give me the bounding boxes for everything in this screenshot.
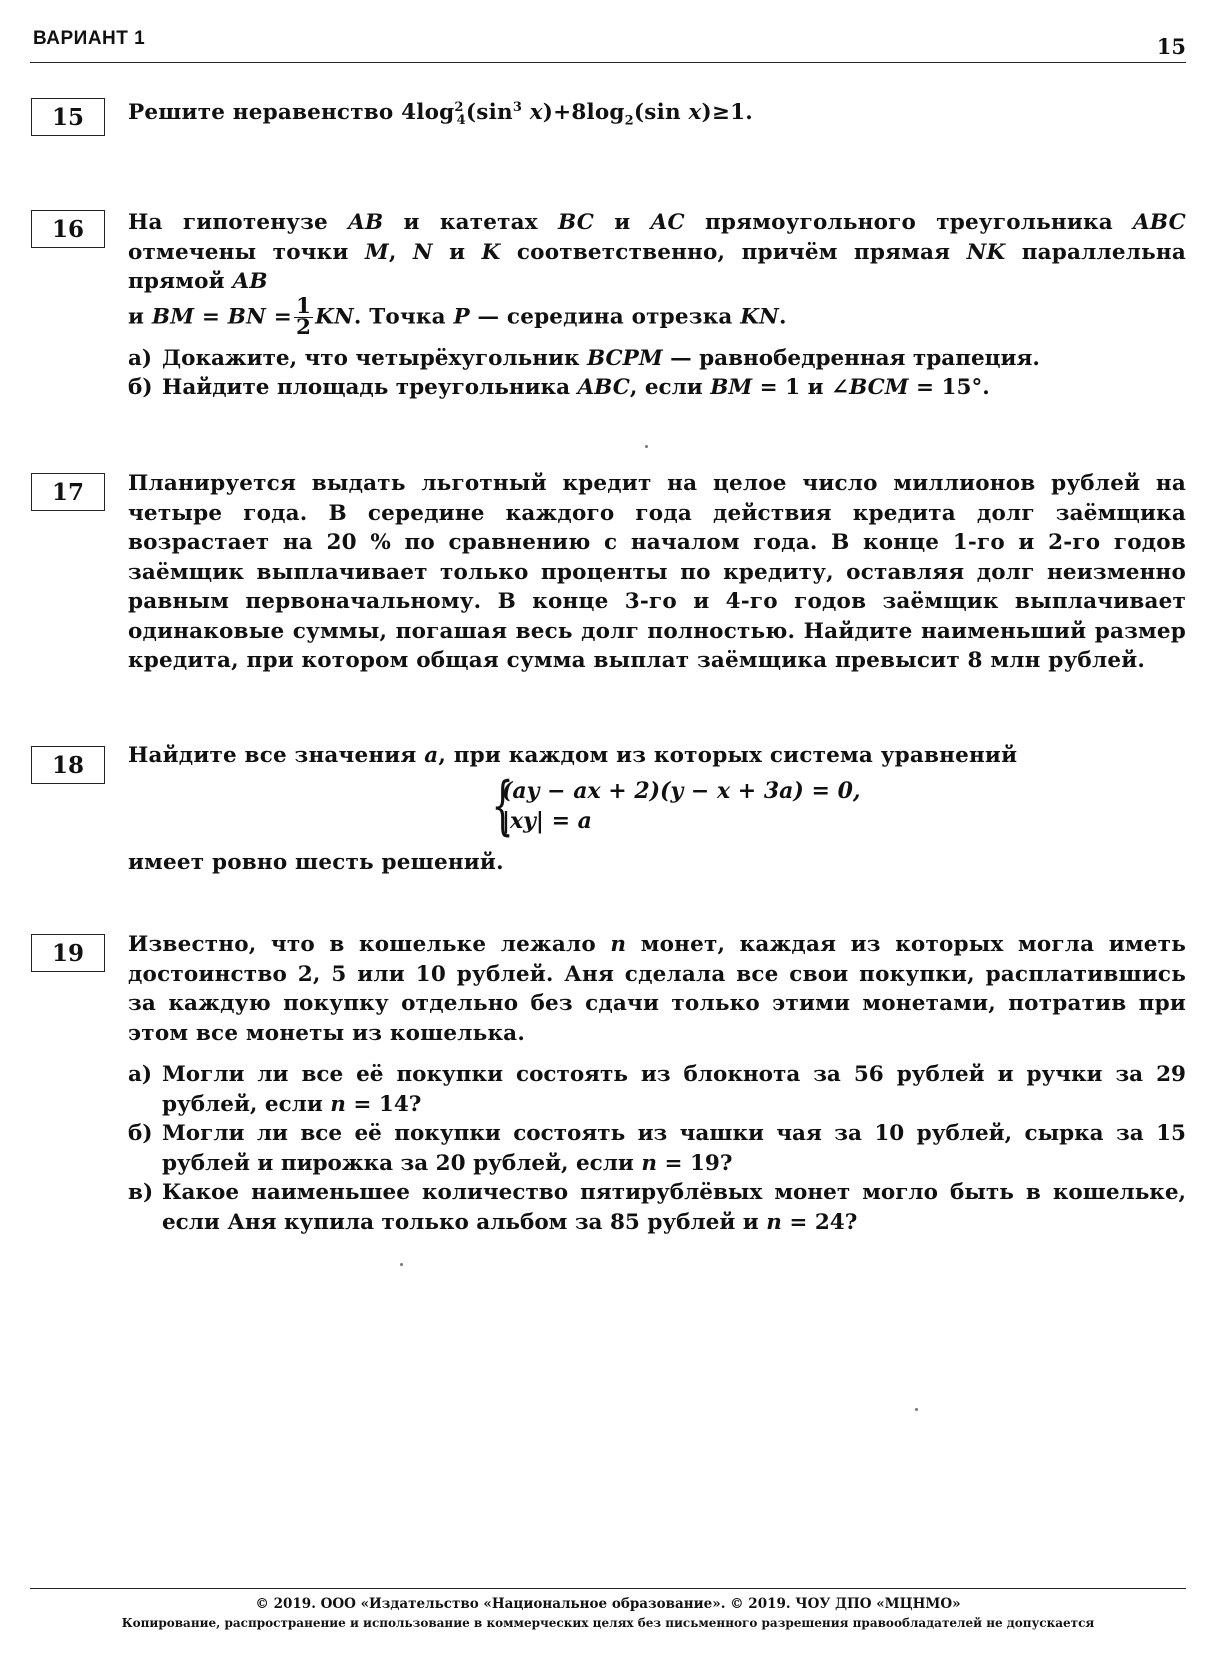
task-16-part-a: а) Докажите, что четырёхугольник BCPM — равнобедренная трапеция.	[128, 346, 1040, 371]
fraction-one-half: $\frac{1}{2}$	[295, 293, 312, 340]
task-16-text: На гипотенузе AB и катетах BC и AC прямоугольного треугольника ABC отмечены точки M, N и K соответственно, причём прямая NK параллельна прямой AB и BM = BN = $\frac{1}{2}$ KN. Точка P — середина отрезка KN.	[128, 210, 1186, 340]
brace-symbol: {	[491, 769, 514, 843]
scan-speck	[915, 1408, 918, 1411]
copyright-line: © 2019. ООО «Издательство «Национальное образование». © 2019. ЧОУ ДПО «МЦНМО»	[255, 1596, 961, 1612]
task-number-15: 15	[31, 98, 105, 136]
variant-label: ВАРИАНТ 1	[33, 28, 146, 49]
task-18-tail: имеет ровно шесть решений.	[128, 850, 504, 875]
task-number-16: 16	[31, 210, 105, 248]
equation-2: |xy| = a	[502, 808, 592, 834]
task-19-part-c: в) Какое наименьшее количество пятирублёвых монет могло быть в кошельке, если Аня купила только альбом за 85 рублей и n = 24?	[128, 1180, 1186, 1235]
task-17-text: Планируется выдать льготный кредит на целое число миллионов рублей на четыре года. В середине каждого года действия кредита долг заёмщика возрастает на 20 % по сравнению с началом года. В конце 1-го и 2-го годов заёмщик выплачивает только проценты по кредиту, оставляя долг неизменно равным первоначальному. В конце 3-го и 4-го годов заёмщик выплачивает одинаковые суммы, погашая весь долг полностью. Найдите наименьший размер кредита, при котором общая сумма выплат заёмщика превысит 8 млн рублей.	[128, 471, 1186, 673]
scan-speck	[400, 1263, 403, 1266]
task-number-18: 18	[31, 746, 105, 784]
task-number-19: 19	[31, 934, 105, 972]
task-15-text: Решите неравенство $4\log^2_4(\sin^3$ $x)+8\log_2(\sin$ x)≥1.	[128, 99, 753, 129]
task-19-part-a: а) Могли ли все её покупки состоять из блокнота за 56 рублей и ручки за 29 рублей, если n = 14?	[128, 1062, 1186, 1117]
task-19-text: Известно, что в кошельке лежало n монет, каждая из которых могла иметь достоинство 2, 5 или 10 рублей. Аня сделала все свои покупки, расплатившись за каждую покупку отдельно без сдачи только этими монетами, потратив при этом все монеты из кошелька.	[128, 932, 1186, 1046]
task-16-part-b: б) Найдите площадь треугольника ABC, если BM = 1 и ∠BCM = 15°.	[128, 375, 990, 400]
equation-system	[486, 769, 861, 843]
task-19-part-b: б) Могли ли все её покупки состоять из чашки чая за 10 рублей, сырка за 15 рублей и пирожка за 20 рублей, если n = 19?	[128, 1121, 1186, 1176]
scan-speck	[645, 445, 648, 448]
equation-1: (ay − ax + 2)(y − x + 3a) = 0,	[502, 778, 861, 804]
task-number-17: 17	[31, 473, 105, 511]
footer-divider	[30, 1588, 1186, 1589]
copyright-notice: Копирование, распространение и использование в коммерческих целях без письменного разрешения правообладателей не допускается	[121, 1616, 1095, 1630]
header-divider	[30, 62, 1186, 63]
task-18-text: Найдите все значения a, при каждом из которых система уравнений	[128, 743, 1018, 768]
page-number: 15	[1156, 34, 1186, 59]
